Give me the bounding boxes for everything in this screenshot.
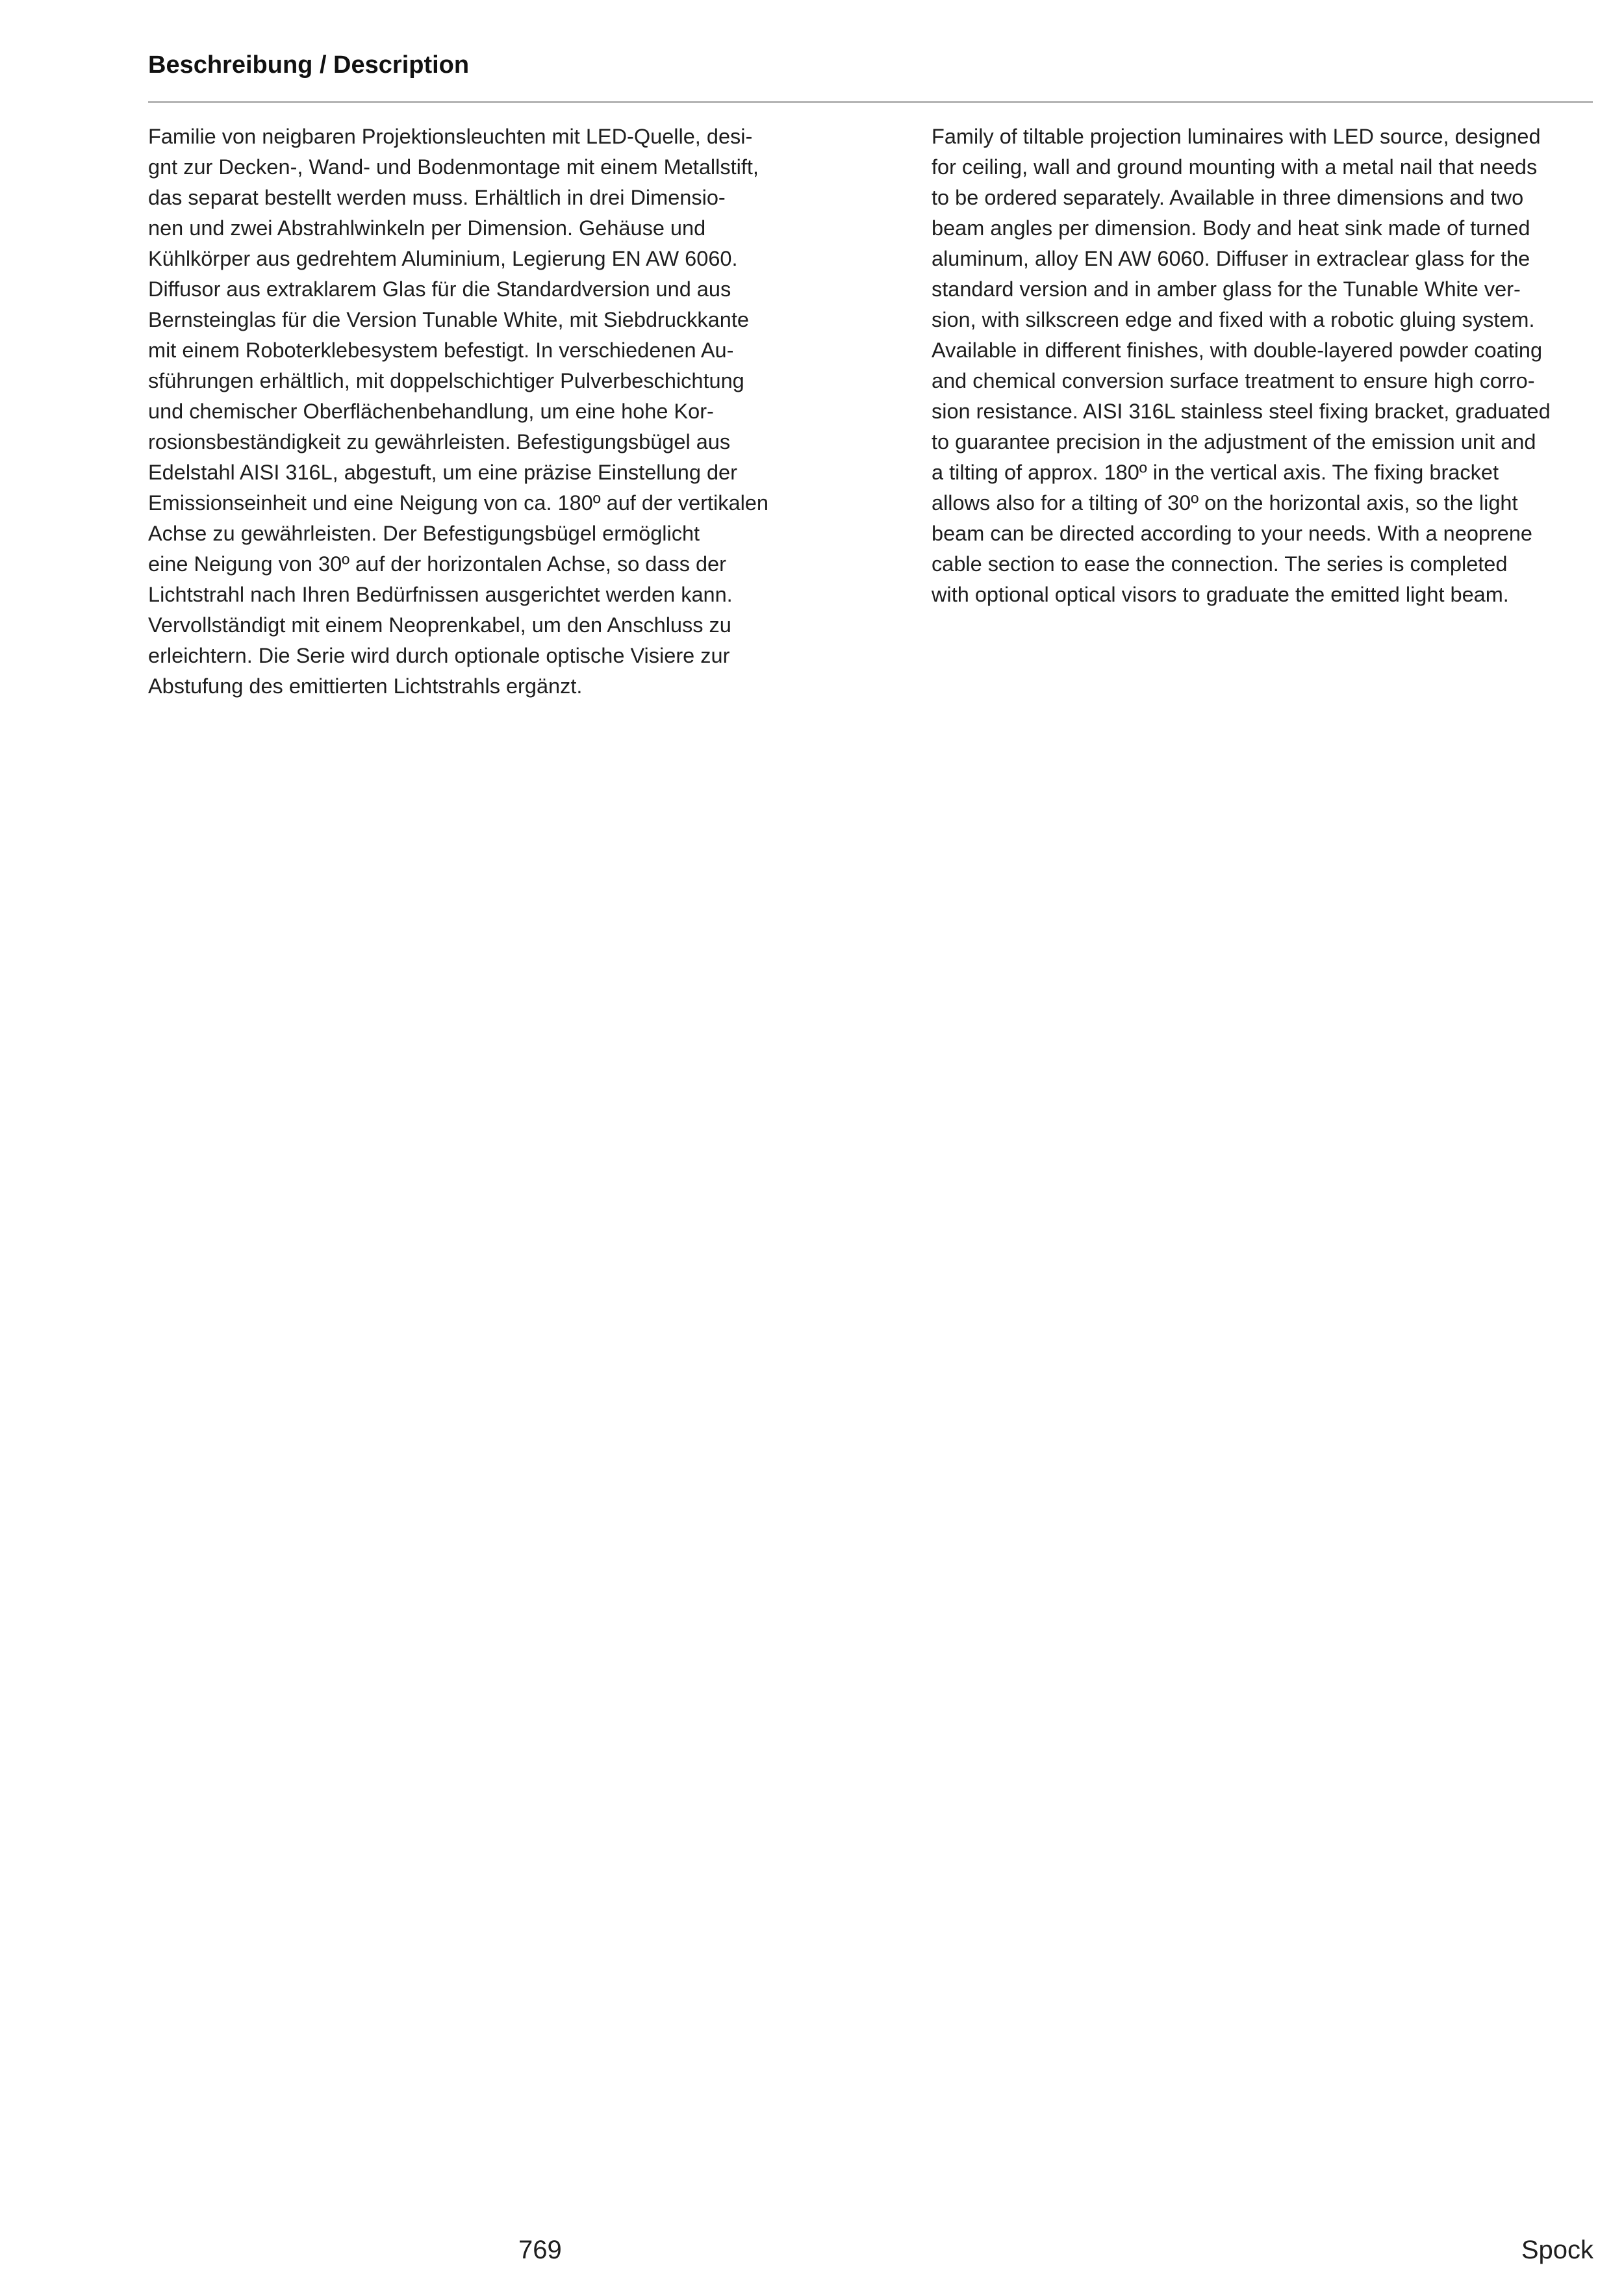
text-line: Achse zu gewährleisten. Der Befestigungsbügel ermöglicht	[148, 522, 700, 545]
text-line: sführungen erhältlich, mit doppelschichtiger Pulverbeschichtung	[148, 369, 744, 392]
text-line: Family of tiltable projection luminaires with LED source, designed	[932, 125, 1541, 148]
text-line: Available in different finishes, with double-layered powder coating	[932, 339, 1543, 362]
text-line: cable section to ease the connection. The series is completed	[932, 552, 1508, 576]
text-line: aluminum, alloy EN AW 6060. Diffuser in extraclear glass for the	[932, 247, 1530, 270]
text-line: to be ordered separately. Available in three dimensions and two	[932, 186, 1524, 209]
text-line: a tilting of approx. 180º in the vertical axis. The fixing bracket	[932, 461, 1499, 484]
text-line: for ceiling, wall and ground mounting with a metal nail that needs	[932, 155, 1538, 179]
text-line: beam angles per dimension. Body and heat sink made of turned	[932, 216, 1530, 240]
text-line: sion, with silkscreen edge and fixed with a robotic gluing system.	[932, 308, 1535, 331]
text-line: Emissionseinheit und eine Neigung von ca. 180º auf der vertikalen	[148, 491, 768, 515]
description-german	[148, 121, 817, 702]
text-line: gnt zur Decken-, Wand- und Bodenmontage mit einem Metallstift,	[148, 155, 759, 179]
text-line: Edelstahl AISI 316L, abgestuft, um eine präzise Einstellung der	[148, 461, 737, 484]
text-line: Bernsteinglas für die Version Tunable White, mit Siebdruckkante	[148, 308, 749, 331]
text-line: allows also for a tilting of 30º on the horizontal axis, so the light	[932, 491, 1518, 515]
text-line: and chemical conversion surface treatment to ensure high corro-	[932, 369, 1535, 392]
description-english	[932, 121, 1601, 610]
page-number: 769	[518, 2236, 562, 2264]
text-line: Abstufung des emittierten Lichtstrahls ergänzt.	[148, 674, 583, 698]
series-name: Spock	[1521, 2236, 1593, 2264]
text-line: Diffusor aus extraklarem Glas für die Standardversion und aus	[148, 277, 731, 301]
text-line: sion resistance. AISI 316L stainless steel fixing bracket, graduated	[932, 400, 1551, 423]
text-line: to guarantee precision in the adjustment of the emission unit and	[932, 430, 1536, 454]
text-line: Vervollständigt mit einem Neoprenkabel, um den Anschluss zu	[148, 613, 731, 637]
text-line: mit einem Roboterklebesystem befestigt. In verschiedenen Au-	[148, 339, 734, 362]
text-line: Lichtstrahl nach Ihren Bedürfnissen ausgerichtet werden kann.	[148, 583, 733, 606]
text-line: Familie von neigbaren Projektionsleuchten mit LED-Quelle, desi-	[148, 125, 753, 148]
text-line: standard version and in amber glass for the Tunable White ver-	[932, 277, 1521, 301]
heading-divider	[148, 101, 1593, 103]
text-line: erleichtern. Die Serie wird durch optionale optische Visiere zur	[148, 644, 730, 667]
text-line: das separat bestellt werden muss. Erhältlich in drei Dimensio-	[148, 186, 726, 209]
text-line: Kühlkörper aus gedrehtem Aluminium, Legierung EN AW 6060.	[148, 247, 738, 270]
text-line: eine Neigung von 30º auf der horizontalen Achse, so dass der	[148, 552, 726, 576]
text-line: rosionsbeständigkeit zu gewährleisten. Befestigungsbügel aus	[148, 430, 731, 454]
text-line: with optional optical visors to graduate the emitted light beam.	[932, 583, 1509, 606]
text-line: nen und zwei Abstrahlwinkeln per Dimension. Gehäuse und	[148, 216, 706, 240]
text-line: beam can be directed according to your needs. With a neoprene	[932, 522, 1533, 545]
text-line: und chemischer Oberflächenbehandlung, um eine hohe Kor-	[148, 400, 714, 423]
section-heading: Beschreibung / Description	[148, 51, 470, 79]
